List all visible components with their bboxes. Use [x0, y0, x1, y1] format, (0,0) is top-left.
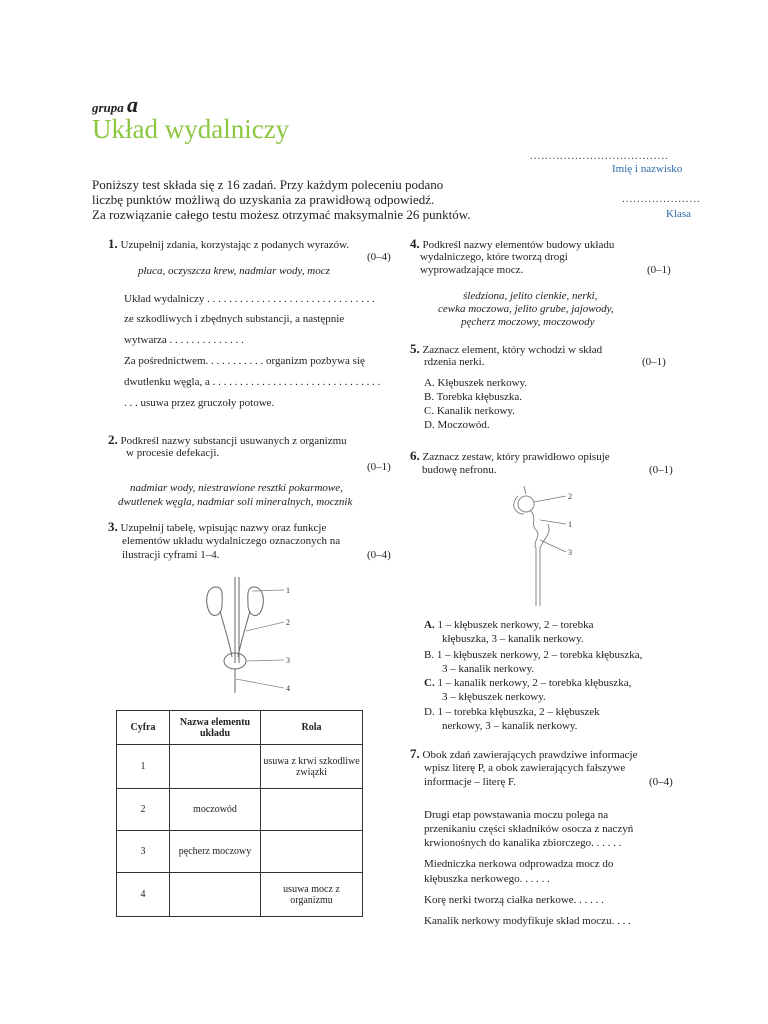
q6-option-b[interactable]	[424, 649, 642, 662]
option-text: 1 – kłębuszek nerkowy, 2 – torebka kłębuszka,	[436, 649, 643, 661]
table-header-role: Rola	[261, 711, 363, 745]
cell-role[interactable]	[261, 831, 363, 873]
table-row	[117, 789, 363, 831]
cell-role[interactable]: usuwa mocz z organizmu	[261, 873, 363, 917]
class-field-dots[interactable]: .....................	[622, 193, 701, 205]
fig-label-2: 2	[286, 618, 290, 627]
q1-line-5[interactable]: dwutlenku węgla, a . . . . . . . . . . . . . . . . . . . . . . . . . . . . . . .	[124, 376, 381, 388]
question-text: Uzupełnij zdania, korzystając z podanych wyrazów.	[120, 239, 350, 251]
question-6-text-2: budowę nefronu.	[422, 464, 497, 476]
question-2	[108, 433, 347, 448]
question-4-points: (0–1)	[647, 264, 671, 276]
question-number: 6.	[410, 448, 420, 463]
q7-statement-2b[interactable]: kłębuszka nerkowego. . . . . .	[424, 873, 550, 885]
nephron-label-2: 2	[568, 492, 572, 501]
name-label: Imię i nazwisko	[612, 163, 683, 175]
question-number: 4.	[410, 236, 420, 251]
cell-number: 4	[117, 873, 170, 917]
page-title: Układ wydalniczy	[92, 114, 290, 144]
class-label: Klasa	[666, 208, 692, 220]
cell-role[interactable]	[261, 789, 363, 831]
q7-statement-2a: Miedniczka nerkowa odprowadza mocz do	[424, 858, 614, 870]
question-6-points: (0–1)	[649, 464, 673, 476]
q2-options-1[interactable]: nadmiar wody, niestrawione resztki pokarmowe,	[130, 482, 343, 494]
q4-options-1[interactable]: śledziona, jelito cienkie, nerki,	[463, 290, 598, 302]
fig-label-3: 3	[286, 656, 290, 665]
question-3-text-2: elementów układu wydalniczego oznaczonych na	[122, 535, 341, 547]
question-3-points: (0–4)	[367, 549, 391, 561]
q6-option-a[interactable]	[424, 619, 593, 632]
intro-line-2: liczbę punktów możliwą do uzyskania za prawidłową odpowiedź.	[92, 192, 435, 207]
q7-statement-3[interactable]: Korę nerki tworzą ciałka nerkowe. . . . . .	[424, 894, 604, 906]
cell-number: 3	[117, 831, 170, 873]
option-letter: D.	[424, 706, 435, 718]
question-number: 5.	[410, 341, 420, 356]
cell-number: 2	[117, 789, 170, 831]
table-row	[117, 745, 363, 789]
group-prefix: grupa	[92, 100, 124, 115]
question-7-points: (0–4)	[649, 776, 673, 788]
cell-role[interactable]: usuwa z krwi szkodliwe związki	[261, 745, 363, 789]
q7-statement-1b: przenikaniu części składników osocza z naczyń	[424, 823, 634, 835]
table-row	[117, 831, 363, 873]
q1-line-6[interactable]: . . . usuwa przez gruczoły potowe.	[124, 397, 275, 409]
question-text-b: funkcje	[293, 522, 327, 534]
group-letter: a	[127, 92, 139, 117]
option-text: 1 – kłębuszek nerkowy, 2 – torebka	[437, 619, 594, 631]
q6-option-a-cont: kłębuszka, 3 – kanalik nerkowy.	[442, 633, 584, 645]
question-text: Zaznacz zestaw, który prawidłowo opisuje	[422, 451, 610, 463]
name-field-dots[interactable]: .....................................	[530, 150, 669, 162]
question-7-text-2: wpisz literę P, a obok zawierających fałszywe	[424, 762, 626, 774]
q5-option-d[interactable]: D. Moczowód.	[424, 419, 490, 431]
q1-line-4[interactable]: Za pośrednictwem. . . . . . . . . . . organizm pozbywa się	[124, 355, 365, 367]
fig-label-1: 1	[286, 586, 290, 595]
question-1-words: płuca, oczyszcza krew, nadmiar wody, mocz	[138, 265, 330, 277]
option-letter: A.	[424, 619, 435, 631]
option-text: 1 – kanalik nerkowy, 2 – torebka kłębuszka,	[437, 677, 632, 689]
question-text: Uzupełnij tabelę, wpisując nazwy oraz	[120, 522, 291, 534]
question-number: 2.	[108, 432, 118, 447]
question-3	[108, 520, 326, 535]
q4-options-2[interactable]: cewka moczowa, jelito grube, jajowody,	[438, 303, 614, 315]
question-text: Obok zdań zawierających prawdziwe informacje	[422, 749, 638, 761]
q1-line-3[interactable]: wytwarza . . . . . . . . . . . . . .	[124, 334, 244, 346]
question-5-text-2: rdzenia nerki.	[424, 356, 485, 368]
q7-statement-1a: Drugi etap powstawania moczu polega na	[424, 809, 609, 821]
question-4-text-2: wydalniczego, które tworzą drogi	[420, 251, 568, 263]
table-row	[117, 873, 363, 917]
cell-number: 1	[117, 745, 170, 789]
question-text: Zaznacz element, który wchodzi w skład	[422, 344, 603, 356]
question-number: 1.	[108, 236, 118, 251]
option-text: 1 – torebka kłębuszka, 2 – kłębuszek	[437, 706, 600, 718]
option-letter: C.	[424, 677, 435, 689]
glomerulus-shape	[518, 496, 534, 512]
q4-options-3[interactable]: pęcherz moczowy, moczowody	[461, 316, 595, 328]
q7-statement-1c[interactable]: krwionośnych do kanalika zbiorczego. . . . . .	[424, 837, 622, 849]
question-5-points: (0–1)	[642, 356, 666, 368]
q5-option-a[interactable]: A. Kłębuszek nerkowy.	[424, 377, 528, 389]
question-number: 7.	[410, 746, 420, 761]
intro-line-3: Za rozwiązanie całego testu możesz otrzymać maksymalnie 26 punktów.	[92, 207, 471, 222]
question-text: Podkreśl nazwy elementów budowy układu	[422, 239, 615, 251]
cell-name[interactable]	[170, 745, 261, 789]
q5-option-c[interactable]: C. Kanalik nerkowy.	[424, 405, 515, 417]
q6-option-c-cont: 3 – kłębuszek nerkowy.	[442, 691, 546, 703]
nephron-illustration	[496, 484, 586, 610]
nephron-label-3: 3	[568, 548, 572, 557]
table-header-number: Cyfra	[117, 711, 170, 745]
q2-options-2[interactable]: dwutlenek węgla, nadmiar soli mineralnych, mocznik	[118, 496, 353, 508]
fig-label-4: 4	[286, 684, 290, 693]
cell-name[interactable]	[170, 873, 261, 917]
q6-option-d-cont: nerkowy, 3 – kanalik nerkowy.	[442, 720, 578, 732]
question-5	[410, 342, 602, 357]
intro-line-1: Poniższy test składa się z 16 zadań. Przy każdym poleceniu podano	[92, 177, 444, 192]
question-2-text-2: w procesie defekacji.	[126, 447, 220, 459]
question-text: Podkreśl nazwy substancji usuwanych z organizmu	[120, 435, 347, 447]
question-1-points: (0–4)	[367, 251, 391, 263]
q6-option-c[interactable]	[424, 677, 631, 690]
question-3-text-3: ilustracji cyframi 1–4.	[122, 549, 220, 561]
question-6	[410, 449, 610, 464]
q1-line-2: ze szkodliwych i zbędnych substancji, a następnie	[124, 313, 345, 325]
table-header-name: Nazwa elementu układu	[170, 711, 261, 745]
question-4-text-3: wyprowadzające mocz.	[420, 264, 524, 276]
option-letter: B.	[424, 649, 435, 661]
question-7-text-3: informacje – literę F.	[424, 776, 516, 788]
nephron-label-1: 1	[568, 520, 572, 529]
q6-option-b-cont: 3 – kanalik nerkowy.	[442, 663, 535, 675]
q6-option-d[interactable]	[424, 706, 600, 719]
question-4	[410, 237, 614, 252]
q5-option-b[interactable]: B. Torebka kłębuszka.	[424, 391, 523, 403]
question-1	[108, 237, 349, 252]
q1-line-1[interactable]: Układ wydalniczy . . . . . . . . . . . . . . . . . . . . . . . . . . . . . . .	[124, 293, 375, 305]
cell-name[interactable]: pęcherz moczowy	[170, 831, 261, 873]
cell-name[interactable]: moczowód	[170, 789, 261, 831]
question-7	[410, 747, 638, 762]
question-2-points: (0–1)	[367, 461, 391, 473]
urinary-system-illustration	[196, 573, 306, 698]
q7-statement-4[interactable]: Kanalik nerkowy modyfikuje skład moczu. . . .	[424, 915, 631, 927]
question-number: 3.	[108, 519, 118, 534]
q3-table	[116, 710, 363, 917]
